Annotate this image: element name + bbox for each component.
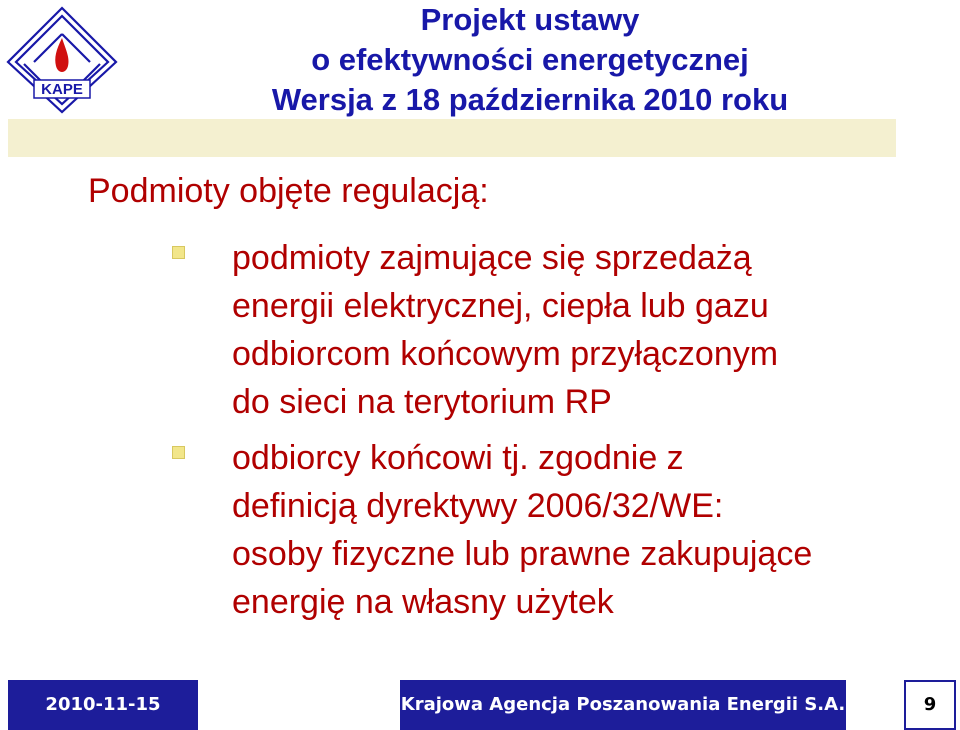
title-divider-band bbox=[8, 119, 896, 157]
list-item-line: do sieci na terytorium RP bbox=[232, 383, 612, 421]
list-item-line: energii elektrycznej, ciepła lub gazu bbox=[232, 287, 769, 325]
section-heading: Podmioty objęte regulacją: bbox=[88, 172, 489, 210]
title-line-3: Wersja z 18 października 2010 roku bbox=[271, 82, 789, 117]
list-item-line: podmioty zajmujące się sprzedażą bbox=[232, 239, 752, 277]
bullet-list bbox=[170, 234, 812, 634]
title-line-1: Projekt ustawy bbox=[420, 2, 640, 37]
footer-organization: Krajowa Agencja Poszanowania Energii S.A. bbox=[400, 680, 846, 730]
list-item bbox=[170, 434, 812, 626]
title-line-2: o efektywności energetycznej bbox=[311, 42, 749, 77]
logo-text: KAPE bbox=[41, 81, 83, 98]
list-item-line: energię na własny użytek bbox=[232, 583, 614, 621]
list-item-line: osoby fizyczne lub prawne zakupujące bbox=[232, 535, 813, 573]
square-bullet-icon bbox=[172, 446, 185, 459]
page-number: 9 bbox=[904, 680, 956, 730]
list-item bbox=[170, 234, 812, 426]
list-item-line: definicją dyrektywy 2006/32/WE: bbox=[232, 487, 724, 525]
kape-logo bbox=[4, 4, 120, 116]
footer-date bbox=[8, 680, 198, 730]
list-item-line: odbiorcom końcowym przyłączonym bbox=[232, 335, 779, 373]
square-bullet-icon bbox=[172, 246, 185, 259]
footer-date-text: 2010-11-15 bbox=[45, 694, 161, 715]
list-item-line: odbiorcy końcowi tj. zgodnie z bbox=[232, 439, 684, 477]
slide-title bbox=[120, 0, 940, 120]
